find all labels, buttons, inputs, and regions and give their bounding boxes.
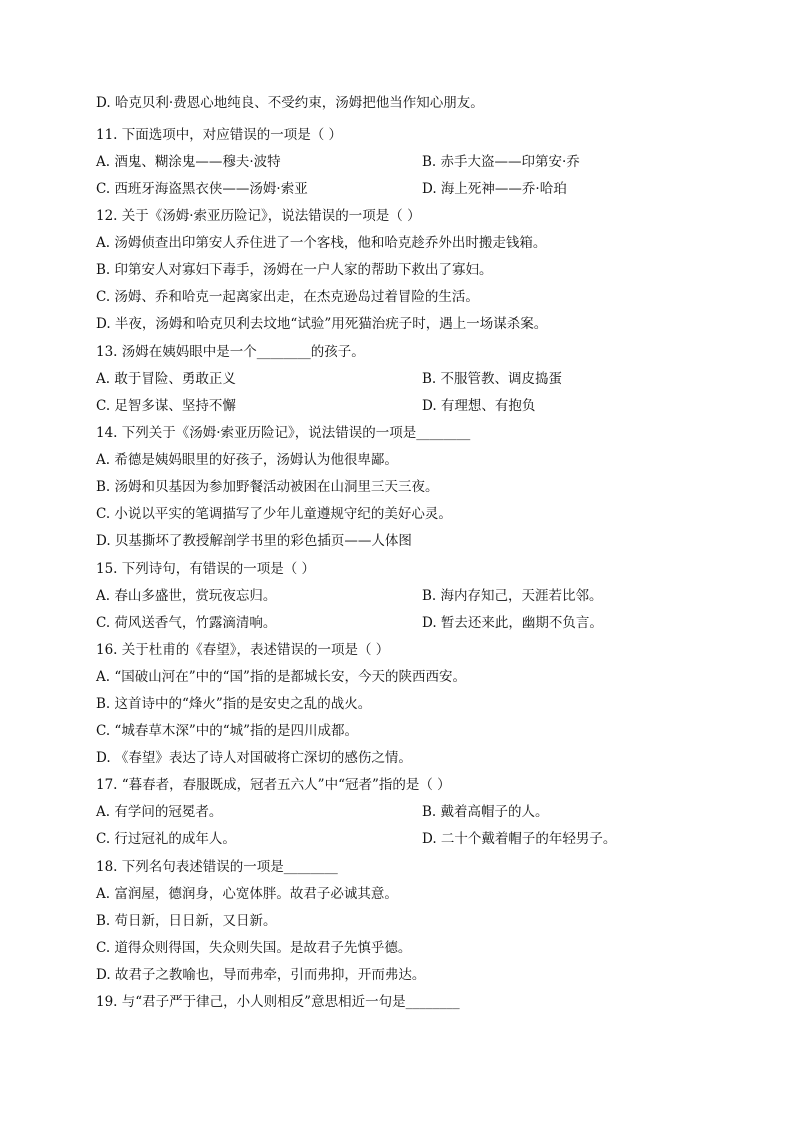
option-row	[96, 614, 716, 632]
option-right: B. 海内存知己，天涯若比邻。	[422, 588, 603, 604]
option-line: D. 《春望》表达了诗人对国破将亡深切的感伤之情。	[96, 750, 412, 766]
option-left: A. 敢于冒险、勇敢正义	[96, 371, 236, 387]
option-right: B. 不服管教、调皮捣蛋	[422, 371, 563, 387]
option-line: D. 故君子之教喻也，导而弗牵，引而弗抑，开而弗达。	[96, 967, 426, 983]
option-line: C. 小说以平实的笔调描写了少年儿童遵规守纪的美好心灵。	[96, 506, 452, 522]
option-line: B. 印第安人对寡妇下毒手，汤姆在一户人家的帮助下救出了寡妇。	[96, 262, 493, 278]
question-stem: 13. 汤姆在姨妈眼中是一个________的孩子。	[96, 344, 365, 360]
option-row	[96, 803, 716, 821]
question-stem: 12. 关于《汤姆·索亚历险记》，说法错误的一项是（ ）	[96, 208, 421, 224]
option-row	[96, 397, 716, 415]
option-line: A. 富润屋，德润身，心宽体胖。故君子必诚其意。	[96, 886, 398, 902]
option-line: A. 希德是姨妈眼里的好孩子，汤姆认为他很卑鄙。	[96, 452, 398, 468]
option-line: B. 汤姆和贝基因为参加野餐活动被困在山洞里三天三夜。	[96, 479, 439, 495]
option-right: D. 海上死神——乔·哈珀	[422, 181, 567, 197]
option-left: A. 春山多盛世，赏玩夜忘归。	[96, 588, 277, 604]
option-left: C. 行过冠礼的成年人。	[96, 831, 236, 847]
option-line: B. 这首诗中的“烽火”指的是安史之乱的战火。	[96, 696, 372, 712]
option-line: C. “城春草木深”中的“城”指的是四川成都。	[96, 723, 359, 739]
option-line: D. 半夜，汤姆和哈克贝利去坟地“试验”用死猫治疣子时，遇上一场谋杀案。	[96, 316, 548, 332]
option-row	[96, 587, 716, 605]
option-row	[96, 370, 716, 388]
question-stem: 19. 与“君子严于律己，小人则相反”意思相近一句是________	[96, 994, 460, 1010]
question-stem: 16. 关于杜甫的《春望》，表述错误的一项是（ ）	[96, 642, 390, 658]
option-left: A. 酒鬼、糊涂鬼——穆夫·波特	[96, 154, 281, 170]
option-right: B. 赤手大盗——印第安·乔	[422, 154, 580, 170]
option-right: D. 暂去还来此，幽期不负言。	[422, 615, 603, 631]
option-line: B. 苟日新，日日新，又日新。	[96, 913, 277, 929]
question-stem: 11. 下面选项中，对应错误的一项是（ ）	[96, 127, 343, 143]
option-left: A. 有学问的冠冕者。	[96, 804, 223, 820]
option-right: D. 二十个戴着帽子的年轻男子。	[422, 831, 617, 847]
option-left: C. 足智多谋、坚持不懈	[96, 398, 236, 414]
option-line: C. 汤姆、乔和哈克一起离家出走，在杰克逊岛过着冒险的生活。	[96, 289, 479, 305]
option-line: C. 道得众则得国，失众则失国。是故君子先慎乎德。	[96, 940, 412, 956]
question-stem: 15. 下列诗句，有错误的一项是（ ）	[96, 561, 316, 577]
question-stem: 14. 下列关于《汤姆·索亚历险记》，说法错误的一项是________	[96, 425, 471, 441]
option-right: D. 有理想、有抱负	[422, 398, 536, 414]
option-line: D. 哈克贝利·费恩心地纯良、不受约束，汤姆把他当作知心朋友。	[96, 95, 484, 111]
option-row	[96, 180, 716, 198]
option-line: D. 贝基撕坏了教授解剖学书里的彩色插页——人体图	[96, 533, 412, 549]
option-line: A. 汤姆侦查出印第安人乔住进了一个客栈，他和哈克趁乔外出时搬走钱箱。	[96, 235, 547, 251]
question-stem: 17. “暮春者，春服既成，冠者五六人”中“冠者”指的是（ ）	[96, 777, 451, 793]
option-left: C. 荷风送香气，竹露滴清响。	[96, 615, 277, 631]
option-row	[96, 153, 716, 171]
question-stem: 18. 下列名句表述错误的一项是________	[96, 859, 338, 875]
option-right: B. 戴着高帽子的人。	[422, 804, 549, 820]
option-line: A. “国破山河在”中的“国”指的是都城长安，今天的陕西西安。	[96, 669, 466, 685]
option-left: C. 西班牙海盗黑衣侠——汤姆·索亚	[96, 181, 308, 197]
option-row	[96, 830, 716, 848]
